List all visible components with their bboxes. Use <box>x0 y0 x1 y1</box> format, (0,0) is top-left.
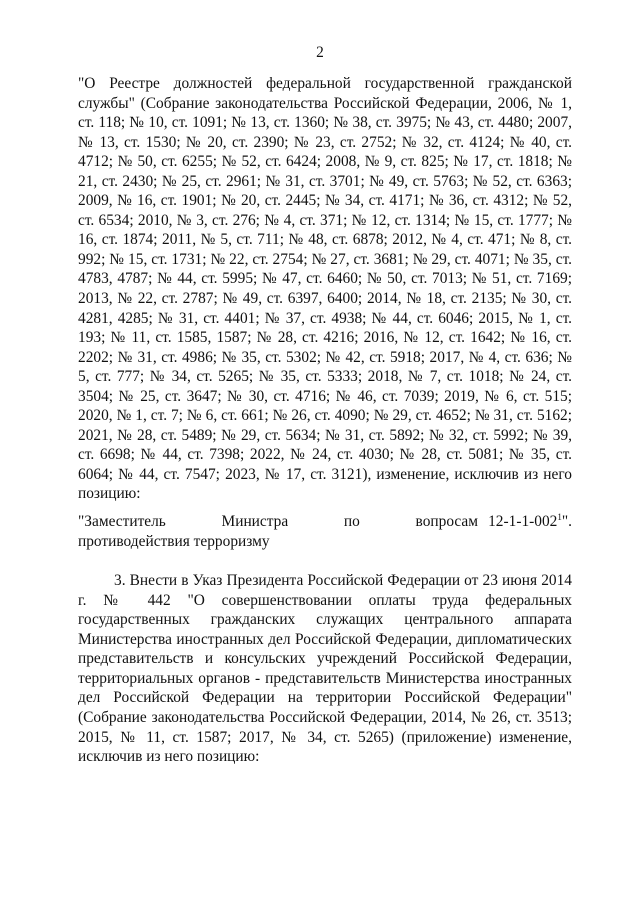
position-name-line2: противодействия терроризму <box>78 532 270 550</box>
paragraph-3-amendment: 3. Внести в Указ Президента Российской Федерации от 23 июня 2014 г. № 442 "О совершенствовании оплаты труда федеральных государственных гражданских служащих центрального аппарата Министерства иностранных дел Российской Федерации, дипломатических представительств и консульских учреждений Российской Федерации, территориальных органов - представительств Министерства иностранных дел Российской Федерации на территории Российской Федерации" (Собрание законодательства Российской Федерации, 2014, № 26, ст. 3513; 2015, № 11, ст. 1587; 2017, № 34, ст. 5265) (приложение) изменение, исключив из него позицию: <box>78 572 572 766</box>
excluded-position <box>78 512 572 532</box>
paragraph-registry-decree: "О Реестре должностей федеральной государственной гражданской службы" (Собрание законодательства Российской Федерации, 2006, № 1, ст. 118; № 10, ст. 1091; № 13, ст. 1360; № 38, ст. 3975; № 43, ст. 4480; 2007, № 13, ст. 1530; № 20, ст. 2390; № 23, ст. 2752; № 32, ст. 4124; № 40, ст. 4712; № 50, ст. 6255; № 52, ст. 6424; 2008, № 9, ст. 825; № 17, ст. 1818; № 21, ст. 2430; № 25, ст. 2961; № 31, ст. 3701; № 49, ст. 5763; № 52, ст. 6363; 2009, № 16, ст. 1901; № 20, ст. 2445; № 34, ст. 4171; № 36, ст. 4312; № 52, ст. 6534; 2010, № 3, ст. 276; № 4, ст. 371; № 12, ст. 1314; № 15, ст. 1777; № 16, ст. 1874; 2011, № 5, ст. 711; № 48, ст. 6878; 2012, № 4, ст. 471; № 8, ст. 992; № 15, ст. 1731; № 22, ст. 2754; № 27, ст. 3681; № 29, ст. 4071; № 35, ст. 4783, 4787; № 44, ст. 5995; № 47, ст. 6460; № 50, ст. 7013; № 51, ст. 7169; 2013, № 22, ст. 2787; № 49, ст. 6397, 6400; 2014, № 18, ст. 2135; № 30, ст. 4281, 4285; № 31, ст. 4401; № 37, ст. 4938; № 44, ст. 6046; 2015, № 1, ст. 193; № 11, ст. 1585, 1587; № 28, ст. 4216; 2016, № 12, ст. 1642; № 16, ст. 2202; № 31, ст. 4986; № 35, ст. 5302; № 42, ст. 5918; 2017, № 4, ст. 636; № 5, ст. 777; № 34, ст. 5265; № 35, ст. 5333; 2018, № 7, ст. 1018; № 24, ст. 3504; № 25, ст. 3647; № 30, ст. 4716; № 46, ст. 7039; 2019, № 6, ст. 515; 2020, № 1, ст. 7; № 6, ст. 661; № 26, ст. 4090; № 29, ст. 4652; № 31, ст. 5162; 2021, № 28, ст. 5489; № 29, ст. 5634; № 31, ст. 5892; № 32, ст. 5992; № 39, ст. 6698; № 44, ст. 7398; 2022, № 24, ст. 4030; № 28, ст. 5081; № 35, ст. 6064; № 44, ст. 7547; 2023, № 17, ст. 3121), изменение, исключив из него позицию: <box>78 75 572 503</box>
page-number: 2 <box>316 44 324 61</box>
document-body <box>78 74 572 767</box>
position-code: $12-1-1-002^1$". <box>488 511 572 531</box>
position-name-line1: "Заместитель Министра по вопросам <box>78 513 478 531</box>
